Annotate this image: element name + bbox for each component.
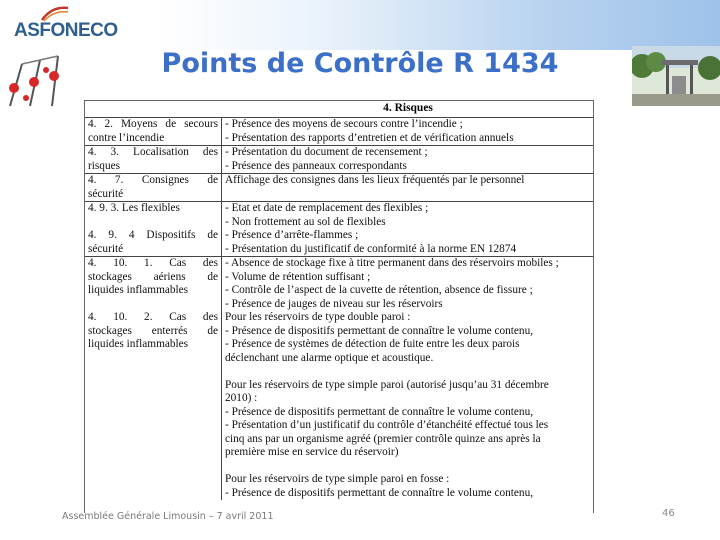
row-requirement: - Présence des moyens de secours contre l’incendie ; xyxy=(225,118,463,130)
row-requirement: - Présentation d’un justificatif du contrôle d’étanchéité effectué tous les xyxy=(225,419,549,431)
column-title: 4. Risques xyxy=(383,102,433,114)
document-header xyxy=(85,101,593,117)
row-requirement: déclenchant une alarme optique et acoustique. xyxy=(225,351,434,364)
row-requirement: Pour les réservoirs de type simple paroi en fosse : xyxy=(225,473,450,485)
row-requirement: - Présence d’arrête-flammes ; xyxy=(225,229,359,241)
row-requirement: Affichage des consignes dans les lieux fréquentés par le personnel xyxy=(225,174,525,186)
station-photo-icon xyxy=(632,46,720,106)
footer-text: Assemblée Générale Limousin – 7 avril 2011 xyxy=(62,511,274,522)
row-reference: 4. 10. 2. Cas des xyxy=(88,311,218,323)
row-reference: risques xyxy=(88,159,121,172)
table-row xyxy=(85,174,593,202)
row-requirement: - Présence de jauges de niveau sur les réservoirs xyxy=(225,297,443,310)
row-requirement: - Présentation du justificatif de conformité à la norme EN 12874 xyxy=(225,242,517,255)
row-requirement: - Etat et date de remplacement des flexibles ; xyxy=(225,202,429,214)
row-requirement: Pour les réservoirs de type double paroi : xyxy=(225,311,411,323)
row-requirement: - Présentation du document de recensement ; xyxy=(225,146,428,158)
row-requirement: 2010) : xyxy=(225,392,258,404)
row-reference: 4. 9. 4 Dispositifs de xyxy=(88,229,218,241)
logo: ASFONECO xyxy=(14,20,118,41)
row-requirement: - Présence des panneaux correspondants xyxy=(225,159,407,172)
row-reference: sécurité xyxy=(88,187,124,200)
row-reference: stockages aériens de xyxy=(88,270,218,283)
row-reference: 4. 7. Consignes de xyxy=(88,174,218,186)
table-row xyxy=(85,257,593,501)
row-reference: sécurité xyxy=(88,242,124,255)
row-reference: 4. 3. Localisation des xyxy=(88,146,218,158)
page-number: 46 xyxy=(662,508,675,519)
row-reference: 4. 2. Moyens de secours xyxy=(88,118,218,130)
row-requirement: - Présentation des rapports d’entretien et de vérification annuels xyxy=(225,131,514,144)
row-reference: 4. 9. 3. Les flexibles xyxy=(88,202,180,214)
table-row xyxy=(85,202,593,257)
row-requirement: - Présence de dispositifs permettant de connaître le volume contenu, xyxy=(225,486,534,499)
row-requirement: - Volume de rétention suffisant ; xyxy=(225,270,371,283)
page-title: Points de Contrôle R 1434 xyxy=(161,48,559,79)
row-requirement: - Présence de dispositifs permettant de connaître le volume contenu, xyxy=(225,324,534,337)
risk-table xyxy=(85,117,593,500)
row-requirement: Pour les réservoirs de type simple paroi (autorisé jusqu’au 31 décembre xyxy=(225,378,549,391)
table-row xyxy=(85,146,593,174)
row-requirement: - Absence de stockage fixe à titre permanent dans des réservoirs mobiles ; xyxy=(225,257,559,269)
row-reference: liquides inflammables xyxy=(88,338,189,350)
table-row xyxy=(85,118,593,146)
row-requirement: - Contrôle de l’aspect de la cuvette de rétention, absence de fissure ; xyxy=(225,284,533,296)
row-requirement: - Non frottement au sol de flexibles xyxy=(225,215,386,228)
row-requirement: - Présence de dispositifs permettant de connaître le volume contenu, xyxy=(225,405,534,418)
document-excerpt xyxy=(84,100,594,513)
row-requirement: cinq ans par un organisme agréé (premier contrôle quinze ans après la xyxy=(225,432,541,445)
row-reference: contre l’incendie xyxy=(88,131,165,144)
row-reference: stockages enterrés de xyxy=(88,324,218,337)
row-requirement: - Présence de systèmes de détection de fuite entre les deux parois xyxy=(225,338,520,350)
row-reference: liquides inflammables xyxy=(88,284,189,296)
row-reference: 4. 10. 1. Cas des xyxy=(88,257,218,269)
row-requirement: première mise en service du réservoir) xyxy=(225,446,399,458)
